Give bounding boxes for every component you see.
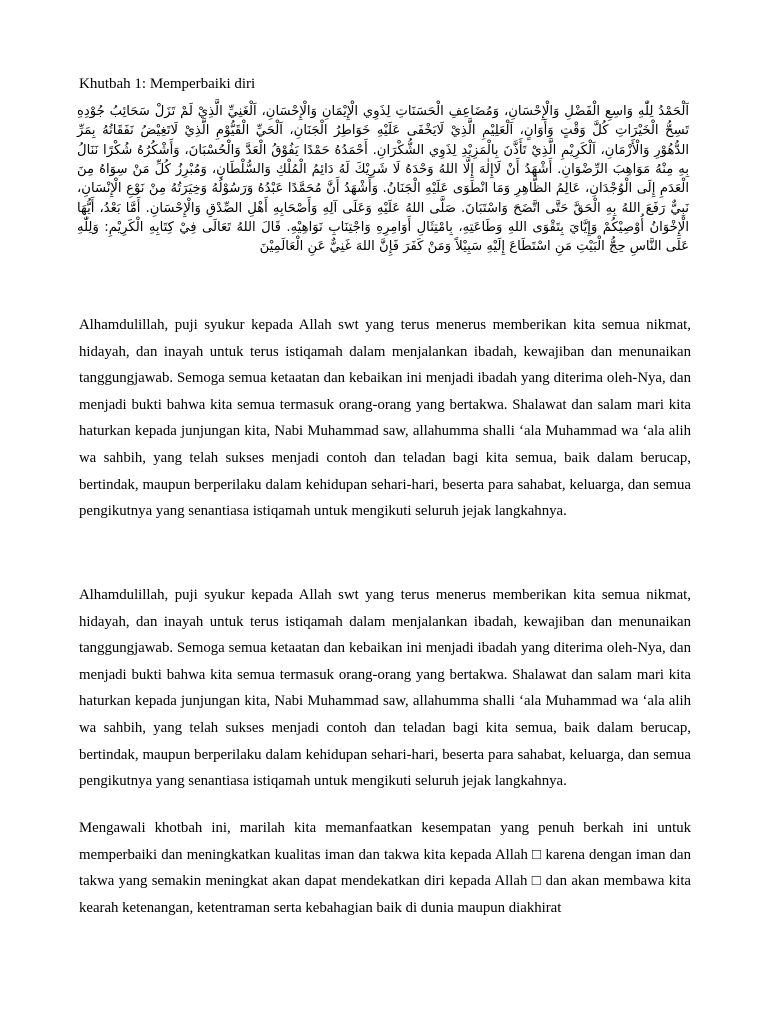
- arabic-opening-text: اَلْحَمْدُ لِلّٰهِ وَاسِعِ الْفَضْلِ وَالْإِحْسَانِ، وَمُضَاعِفِ الْحَسَنَاتِ لِذَوِي الْإِيْمَانِ وَالْإِحْسَانِ، اَلْغَنِيِّ الَّذِيْ لَمْ تَزَلْ سَحَائِبُ جُوْدِهِ تَسِحُّ الْخَيْرَاتِ كُلَّ وَقْتٍ وَأَوَانٍ، اَلْعَلِيْمِ الَّذِيْ لَايَخْفَى عَلَيْهِ خَوَاطِرُ الْجَنَانِ، اَلْحَيِّ الْقَيُّوْمِ الَّذِيْ لَاتَغِيْضُ نَفَقَاتُهُ بِمَرِّ الدُّهُوْرِ وَالْأَزْمَانِ، اَلْكَرِيْمِ الَّذِيْ تَأَذَّنَ بِالْمَزِيْدِ لِذَوِي الشُّكْرَانِ. أَحْمَدُهُ حَمْدًا يَفُوْقُ الْعَدَّ وَالْحُسْبَانَ، وَأَشْكُرُهُ شُكْرًا نَنَالُ بِهِ مِنْهُ مَوَاهِبَ الرِّضْوَانِ. أَشْهَدُ أَنْ لَاإِلٰهَ إِلَّا اللهُ وَحْدَهُ لَا شَرِيْكَ لَهُ دَائِمُ الْمُلْكِ وَالسُّلْطَانِ، وَمُبْرِزُ كُلِّ مَنْ سِوَاهُ مِنَ الْعَدَمِ إِلَى الْوُجْدَانِ، عَالِمُ الظَّاهِرِ وَمَا انْطَوَى عَلَيْهِ الْجَنَانُ. وَأَشْهَدُ أَنَّ مُحَمَّدًا عَبْدُهُ وَرَسُوْلُهُ وَخِيَرَتُهُ مِنْ نَوْعِ الْإِنْسَانِ، نَبِيٌّ رَفَعَ اللهُ بِهِ الْحَقَّ حَتَّى اتَّضَحَ وَاسْتَبَانَ. صَلَّى اللهُ عَلَيْهِ وَعَلَى آلِهِ وَأَصْحَابِهِ أَهْلِ الصِّدْقِ وَالْإِحْسَانِ. أَمَّا بَعْدُ، أَيُّهَا الْإِخْوَانُ أُوْصِيْكُمْ وَإِيَّايَ بِتَقْوَى اللهِ وَطَاعَتِهِ، بِامْتِثَالِ أَوَامِرِهِ وَاجْتِنَابِ نَوَاهِيْهِ. قَالَ اللهُ تَعَالَى فِيْ كِتَابِهِ الْكَرِيْمِ: وَلِلّٰهِ عَلَى النَّاسِ حِجُّ الْبَيْتِ مَنِ اسْتَطَاعَ إِلَيْهِ سَبِيْلاً وَمَنْ كَفَرَ فَإِنَّ اللهَ غَنِيٌّ عَنِ الْعَالَمِيْنَ: [77, 104, 689, 255]
- paragraph-1: Alhamdulillah, puji syukur kepada Allah swt yang terus menerus memberikan kita semua nikmat, hidayah, dan inayah untuk terus istiqamah dalam menjalankan ibadah, kewajiban dan menunaikan tanggungjawab. Semoga semua ketaatan dan kebaikan ini menjadi ibadah yang diterima oleh-Nya, dan menjadi bukti bahwa kita semua termasuk orang-orang yang bertakwa. Shalawat dan salam mari kita haturkan kepada junjungan kita, Nabi Muhammad saw, allahumma shalli ‘ala Muhammad wa ‘ala alih wa sahbih, yang telah sukses menjadi contoh dan teladan bagi kita semua, baik dalam berucap, bertindak, maupun berperilaku dalam kehidupan sehari-hari, beserta para sahabat, keluarga, dan semua pengikutnya yang senantiasa istiqamah untuk mengikuti seluruh jejak langkahnya.: [79, 317, 691, 520]
- paragraph-2: Alhamdulillah, puji syukur kepada Allah swt yang terus menerus memberikan kita semua nikmat, hidayah, dan inayah untuk terus istiqamah dalam menjalankan ibadah, kewajiban dan menunaikan tanggungjawab. Semoga semua ketaatan dan kebaikan ini menjadi ibadah yang diterima oleh-Nya, dan menjadi bukti bahwa kita semua termasuk orang-orang yang bertakwa. Shalawat dan salam mari kita haturkan kepada junjungan kita, Nabi Muhammad saw, allahumma shalli ‘ala Muhammad wa ‘ala alih wa sahbih, yang telah sukses menjadi contoh dan teladan bagi kita semua, baik dalam berucap, bertindak, maupun berperilaku dalam kehidupan sehari-hari, beserta para sahabat, keluarga, dan semua pengikutnya yang senantiasa istiqamah untuk mengikuti seluruh jejak langkahnya.: [79, 587, 691, 790]
- document-title: Khutbah 1: Memperbaiki diri: [79, 76, 256, 92]
- paragraph-3: Mengawali khotbah ini, marilah kita memanfaatkan kesempatan yang penuh berkah ini untuk memperbaiki dan meningkatkan kualitas iman dan takwa kita kepada Allah □ karena dengan iman dan takwa yang semakin meningkat akan dapat mendekatkan diri kepada Allah □ dan akan membawa kita kearah ketenangan, ketentraman serta kebahagian baik di dunia maupun diakhirat: [79, 820, 691, 916]
